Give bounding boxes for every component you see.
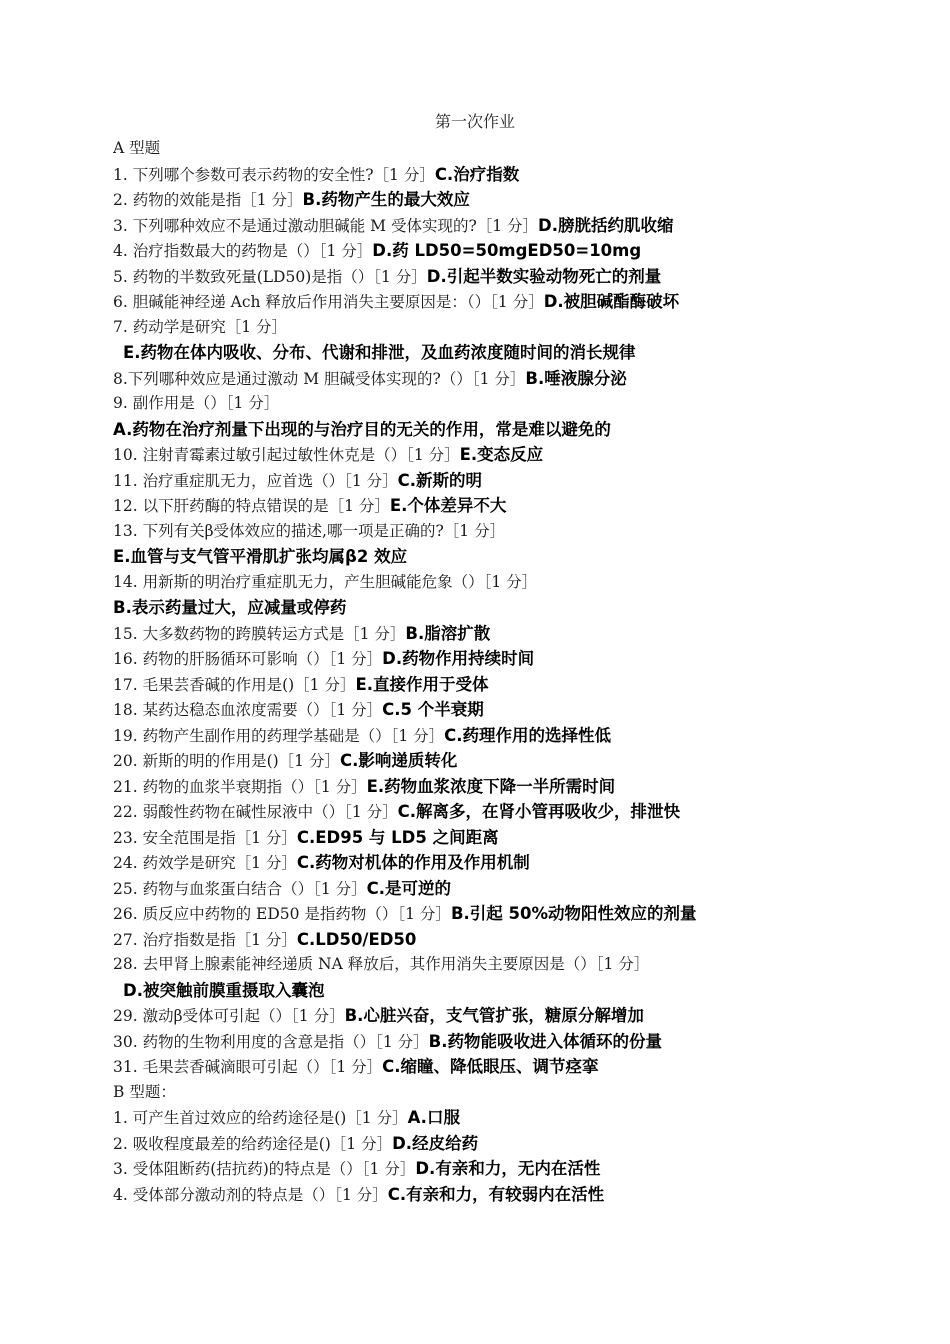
question-item (113, 1105, 913, 1131)
question-text: 3. 受体阻断药(拮抗药)的特点是（）［1 分］ (113, 1160, 416, 1178)
question-item (113, 646, 913, 672)
answer-text: B.引起 50%动物阳性效应的剂量 (450, 904, 697, 923)
question-text: 11. 治疗重症肌无力，应首选（）［1 分］ (113, 471, 398, 490)
question-text: 16. 药物的肝肠循环可影响（）［1 分］ (113, 650, 383, 668)
question-item (113, 1054, 913, 1080)
question-text: 6. 胆碱能神经递 Ach 释放后作用消失主要原因是：（）［1 分］ (113, 293, 544, 311)
question-text: 4. 治疗指数最大的药物是（）［1 分］ (113, 242, 373, 260)
question-item (113, 774, 913, 800)
answer-text: C.是可逆的 (366, 878, 452, 898)
question-item (113, 723, 913, 749)
question-text: 26. 质反应中药物的 ED50 是指药物（）［1 分］ (113, 905, 451, 923)
question-item (113, 825, 913, 851)
answer-text: B.唾液腺分泌 (525, 368, 627, 388)
question-text: 13. 下列有关β受体效应的描述,哪一项是正确的?［1 分］ (113, 521, 506, 540)
question-text: 24. 药效学是研究［1 分］ (113, 854, 297, 872)
question-item (113, 544, 913, 570)
answer-text: C.药理作用的选择性低 (444, 725, 612, 745)
answer-text: C.治疗指数 (434, 164, 520, 184)
question-item (113, 213, 913, 239)
answer-text: C.缩瞳、降低眼压、调节痉挛 (382, 1057, 599, 1076)
answer-text: A.口服 (407, 1108, 460, 1127)
question-item (113, 672, 913, 698)
question-item (113, 799, 913, 825)
question-text: 7. 药动学是研究［1 分］ (113, 317, 288, 336)
question-item (113, 519, 913, 545)
question-item (113, 952, 913, 978)
question-item (113, 570, 913, 596)
question-text: 29. 激动β受体可引起（）［1 分］ (113, 1007, 345, 1025)
question-text: 2. 药物的效能是指［1 分］ (113, 191, 303, 209)
question-text: 8.下列哪种效应是通过激动 M 胆碱受体实现的?（）［1 分］ (113, 369, 526, 388)
question-item (113, 238, 913, 264)
question-list (113, 136, 913, 1207)
question-item (113, 315, 913, 341)
question-item (113, 1003, 913, 1029)
answer-text: B.心脏兴奋，支气管扩张，糖原分解增加 (344, 1006, 644, 1025)
question-text: 1. 下列哪个参数可表示药物的安全性?［1 分］ (113, 165, 435, 184)
question-text: 23. 安全范围是指［1 分］ (113, 828, 297, 847)
answer-text: D.被突触前膜重摄取入囊泡 (123, 980, 325, 1000)
question-item (113, 162, 913, 188)
question-item (113, 442, 913, 468)
question-text: 5. 药物的半数致死量(LD50)是指（）［1 分］ (113, 267, 427, 286)
answer-text: B.表示药量过大，应减量或停药 (113, 598, 347, 617)
answer-text: C.药物对机体的作用及作用机制 (296, 853, 530, 872)
answer-text: C.LD50/ED50 (296, 929, 417, 949)
question-item (113, 748, 913, 774)
question-item (113, 366, 913, 392)
answer-text: B.药物能吸收进入体循环的份量 (428, 1031, 662, 1051)
question-item (113, 1131, 913, 1157)
question-text: 30. 药物的生物利用度的含意是指（）［1 分］ (113, 1032, 429, 1051)
question-item (113, 468, 913, 494)
answer-text: D.膀胱括约肌收缩 (538, 215, 674, 235)
question-item (113, 1156, 913, 1182)
question-text: 15. 大多数药物的跨膜转运方式是［1 分］ (113, 624, 406, 643)
question-text: 18. 某药达稳态血浓度需要（）［1 分］ (113, 701, 383, 719)
question-item (113, 876, 913, 902)
answer-text: A.药物在治疗剂量下出现的与治疗目的无关的作用，常是难以避免的 (113, 419, 611, 439)
question-text: 25. 药物与血浆蛋白结合（）［1 分］ (113, 879, 367, 898)
question-text: 4. 受体部分激动剂的特点是（）［1 分］ (113, 1185, 388, 1204)
answer-text: D.有亲和力，无内在活性 (415, 1159, 601, 1178)
question-item (113, 595, 913, 621)
question-item (113, 621, 913, 647)
question-item (113, 697, 913, 723)
answer-text: E.血管与支气管平滑肌扩张均属β2 效应 (113, 547, 408, 566)
section-heading: B 型题： (113, 1082, 176, 1101)
answer-text: C.ED95 与 LD5 之间距离 (296, 827, 499, 847)
question-text: 21. 药物的血浆半衰期指（）［1 分］ (113, 777, 367, 796)
question-text: 3. 下列哪种效应不是通过激动胆碱能 M 受体实现的?［1 分］ (113, 216, 539, 235)
question-item (113, 1182, 913, 1208)
document-title: 第一次作业 (434, 112, 515, 131)
answer-text: D.药物作用持续时间 (382, 649, 535, 668)
question-item (113, 493, 913, 519)
answer-text: E.药物血浆浓度下降一半所需时间 (366, 776, 616, 796)
answer-text: D.药 LD50=50mgED50=10mg (372, 241, 642, 260)
answer-text: C.解离多，在肾小管再吸收少，排泄快 (397, 802, 681, 821)
question-text: 12. 以下肝药酶的特点错误的是［1 分］ (113, 497, 390, 515)
question-text: 28. 去甲肾上腺素能神经递质 NA 释放后，其作用消失主要原因是（）［1 分］ (113, 955, 650, 973)
question-text: 10. 注射青霉素过敏引起过敏性休克是（）［1 分］ (113, 446, 460, 464)
question-item (113, 391, 913, 417)
answer-text: B.药物产生的最大效应 (302, 190, 470, 209)
question-item (113, 264, 913, 290)
question-item (113, 850, 913, 876)
question-text: 9. 副作用是（）［1 分］ (113, 394, 280, 412)
answer-text: C.影响递质转化 (339, 751, 458, 770)
question-item (113, 901, 913, 927)
answer-text: D.经皮给药 (392, 1133, 479, 1153)
question-item (113, 1029, 913, 1055)
question-text: 31. 毛果芸香碱滴眼可引起（）［1 分］ (113, 1058, 383, 1076)
question-item (113, 187, 913, 213)
question-item (113, 927, 913, 953)
question-text: 27. 治疗指数是指［1 分］ (113, 930, 297, 949)
answer-text: E.直接作用于受体 (355, 674, 489, 694)
answer-text: C.5 个半衰期 (382, 700, 484, 719)
question-item (113, 340, 913, 366)
question-text: 17. 毛果芸香碱的作用是()［1 分］ (113, 675, 356, 694)
section-heading: A 型题 (113, 139, 161, 157)
question-text: 20. 新斯的明的作用是()［1 分］ (113, 752, 340, 770)
question-text: 14. 用新斯的明治疗重症肌无力，产生胆碱能危象（）［1 分］ (113, 572, 538, 591)
question-item (113, 978, 913, 1004)
answer-text: C.有亲和力，有较弱内在活性 (387, 1184, 605, 1204)
question-text: 1. 可产生首过效应的给药途径是()［1 分］ (113, 1109, 408, 1127)
question-item (113, 289, 913, 315)
answer-text: D.引起半数实验动物死亡的剂量 (426, 266, 662, 286)
answer-text: E.药物在体内吸收、分布、代谢和排泄，及血药浓度随时间的消长规律 (123, 343, 636, 362)
answer-text: C.新斯的明 (397, 470, 483, 490)
question-text: 2. 吸收程度最差的给药途径是()［1 分］ (113, 1134, 393, 1153)
question-text: 19. 药物产生副作用的药理学基础是（）［1 分］ (113, 726, 445, 745)
question-item (113, 417, 913, 443)
answer-text: E.个体差异不大 (389, 496, 507, 515)
answer-text: B.脂溶扩散 (405, 623, 491, 643)
answer-text: D.被胆碱酯酶破坏 (543, 292, 680, 311)
question-text: 22. 弱酸性药物在碱性尿液中（）［1 分］ (113, 803, 398, 821)
answer-text: E.变态反应 (459, 445, 544, 464)
